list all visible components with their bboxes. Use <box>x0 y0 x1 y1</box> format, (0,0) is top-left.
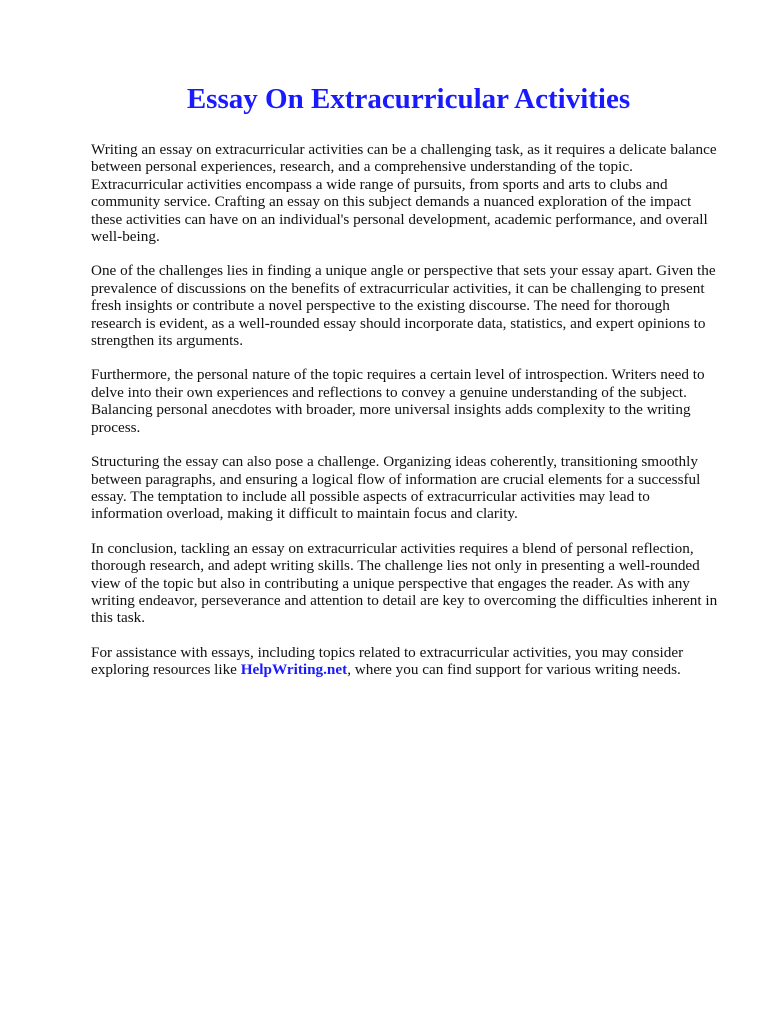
paragraph-structuring: Structuring the essay can also pose a challenge. Organizing ideas coherently, transitioning smoothly between paragraphs, and ensuring a logical flow of information are crucial elements for a successful essay. The temptation to include all possible aspects of extracurricular activities may lead to information overload, making it difficult to maintain focus and clarity. <box>91 453 701 523</box>
paragraph-intro: Writing an essay on extracurricular activities can be a challenging task, as it requires a delicate balance between personal experiences, research, and a comprehensive understanding of the topic. Extracurricular activities encompass a wide range of pursuits, from sports and arts to clubs and community service. Crafting an essay on this subject demands a nuanced exploration of the impact these activities can have on an individual's personal development, academic performance, and overall well-being. <box>91 141 717 246</box>
document-title: Essay On Extracurricular Activities <box>186 83 631 115</box>
paragraph-introspection: Furthermore, the personal nature of the topic requires a certain level of introspection. Writers need to delve into their own experiences and reflections to convey a genuine understanding of the subject. Balancing personal anecdotes with broader, more universal insights adds complexity to the writing process. <box>91 366 705 436</box>
closing-text-after-link: , where you can find support for various writing needs. <box>347 661 681 679</box>
paragraph-challenges: One of the challenges lies in finding a unique angle or perspective that sets your essay apart. Given the prevalence of discussions on the benefits of extracurricular activities, it can be challenging to present fresh insights or contribute a novel perspective to the existing discourse. The need for thorough research is evident, as a well-rounded essay should incorporate data, statistics, and expert opinions to strengthen its arguments. <box>91 262 716 350</box>
paragraph-conclusion: In conclusion, tackling an essay on extracurricular activities requires a blend of personal reflection, thorough research, and adept writing skills. The challenge lies not only in presenting a well-rounded view of the topic but also in contributing a unique perspective that engages the reader. As with any writing endeavor, perseverance and attention to detail are key to overcoming the difficulties inherent in this task. <box>91 539 718 627</box>
closing-text-before-link: For assistance with essays, including topics related to extracurricular activities, you may consider exploring resources like <box>91 643 684 679</box>
helpwriting-link[interactable]: HelpWriting.net <box>240 661 348 679</box>
paragraph-closing <box>91 644 722 679</box>
